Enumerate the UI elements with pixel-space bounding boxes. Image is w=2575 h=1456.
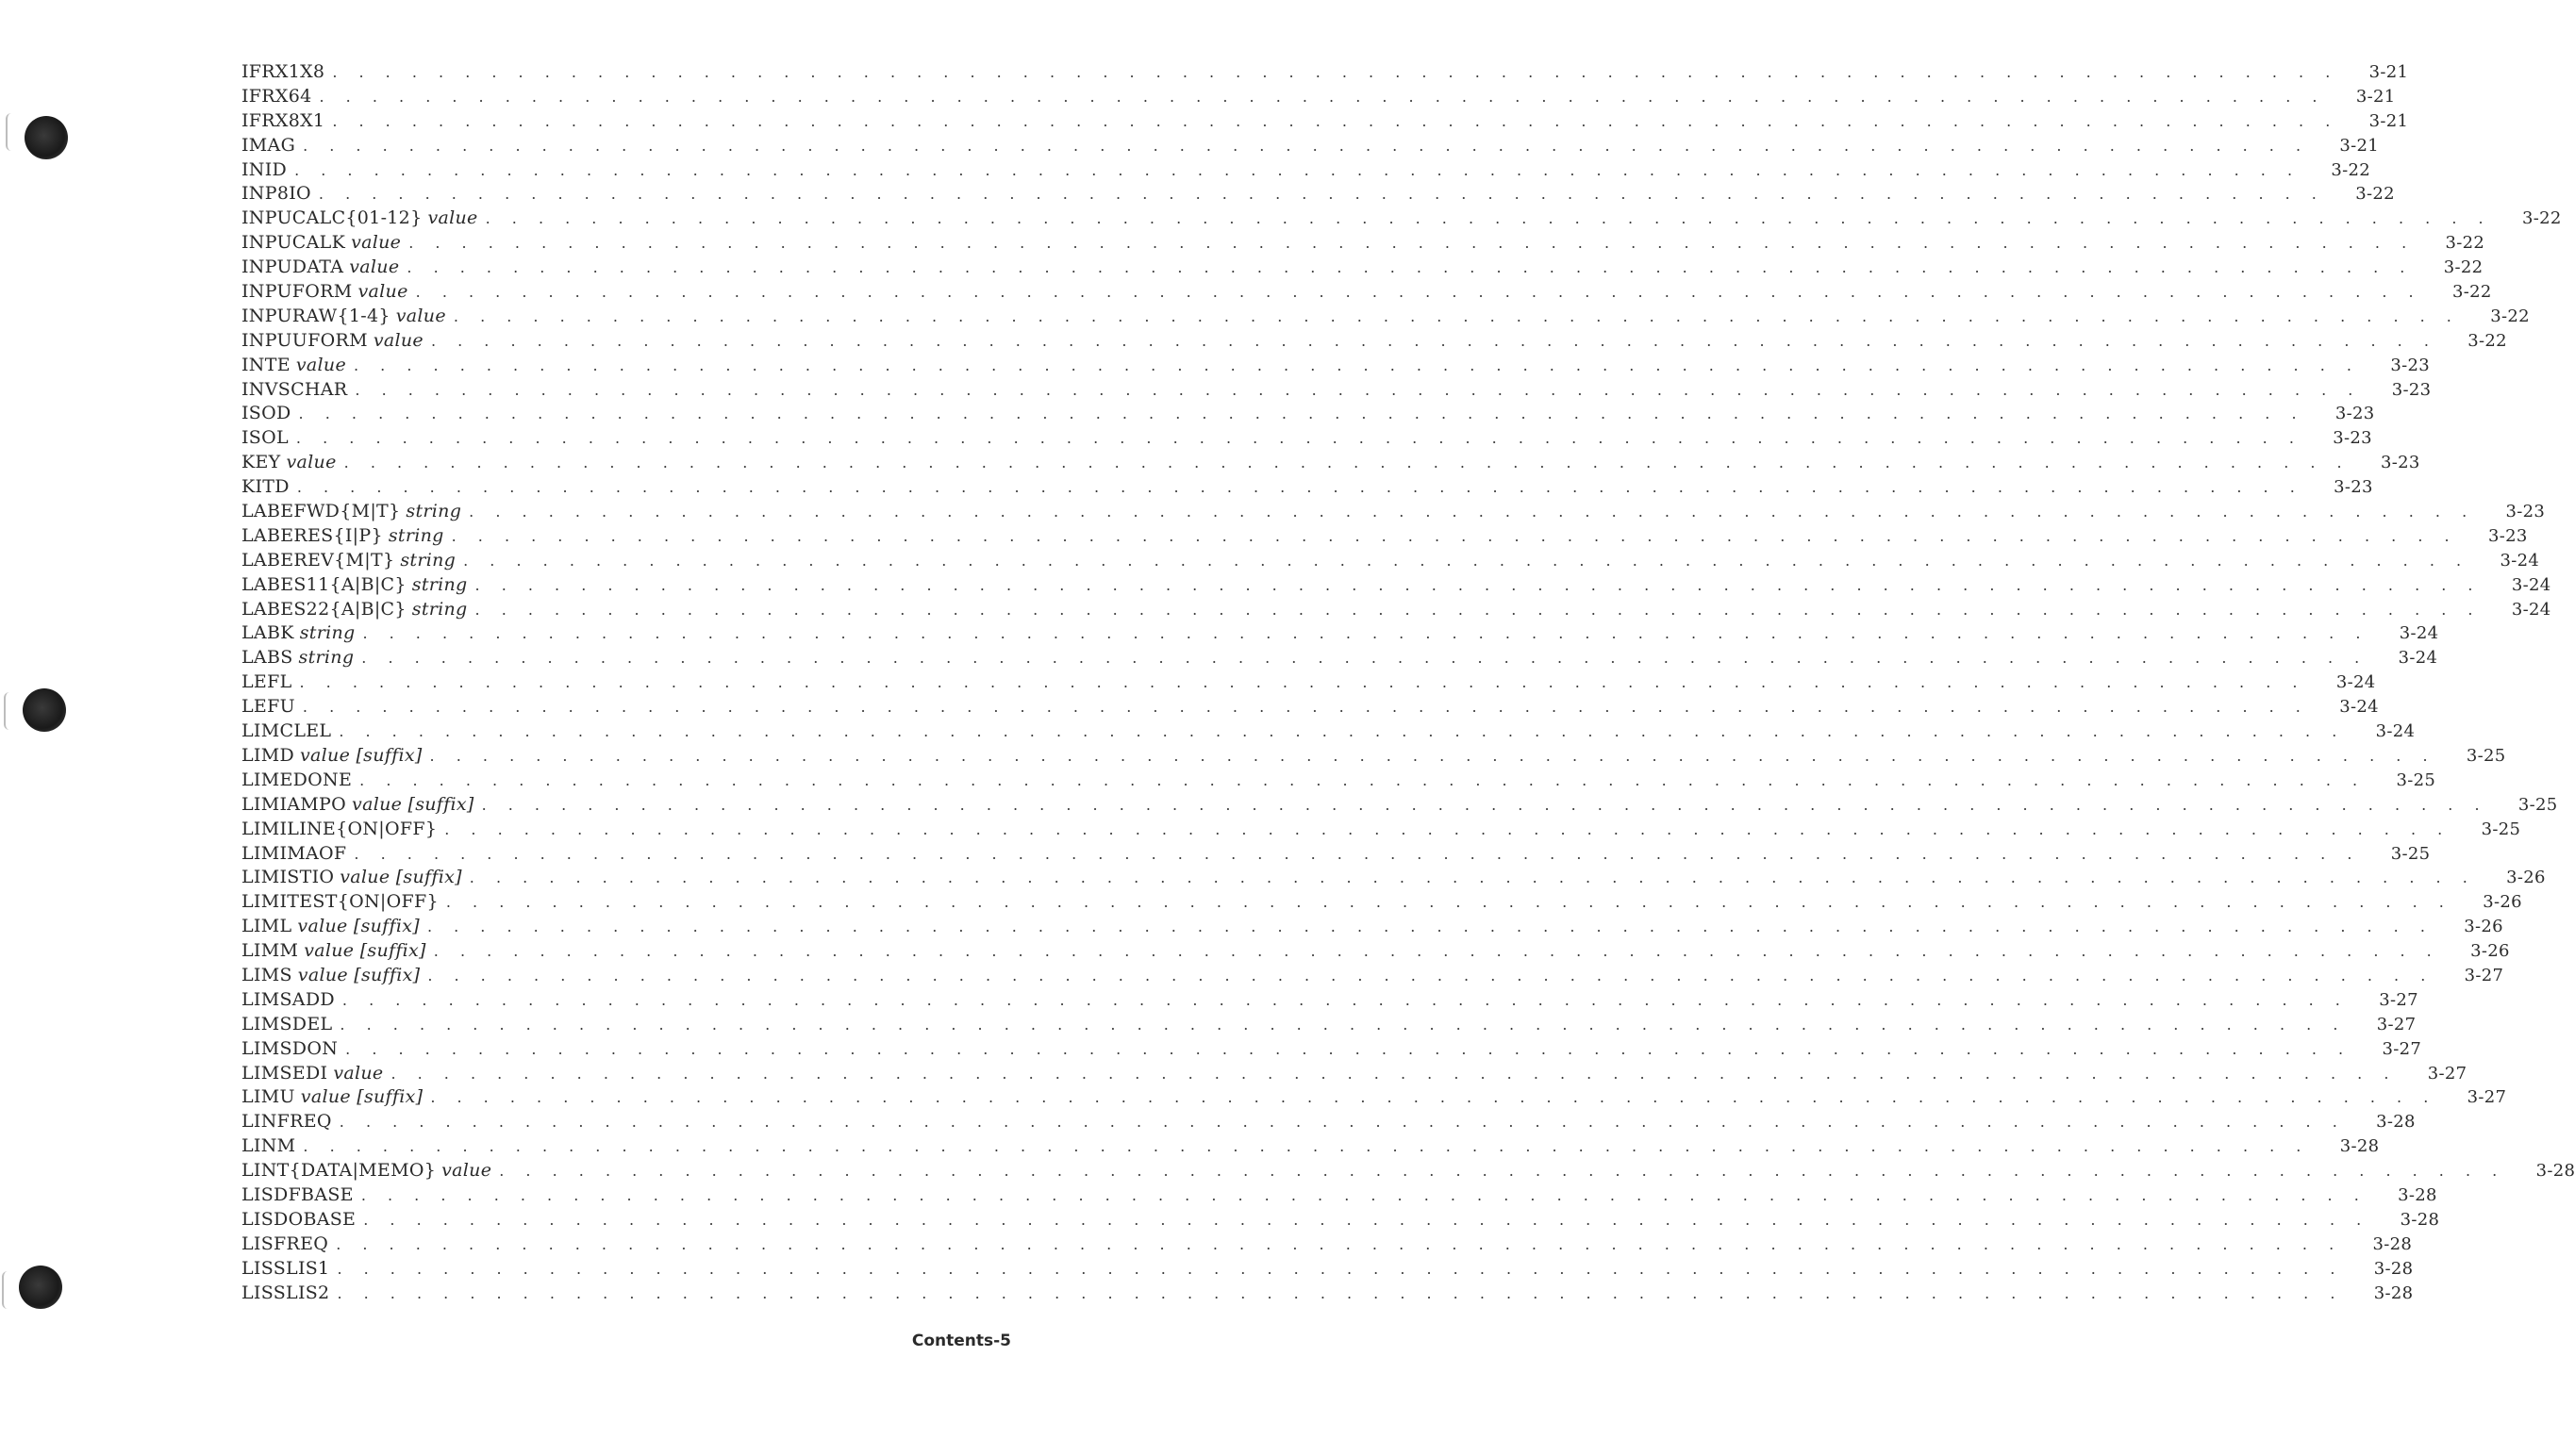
dot-leader: . . . . . . . . . . . . . . . . . . . . . . . . . . . . . . . . . . . . . . . . . . . . . . . . . . . . . . . . . . . . . . . . . . . . . . . . . . . . xyxy=(303,136,2310,155)
toc-entry-name: LINT{DATA|MEMO} xyxy=(241,1160,437,1182)
toc-entry-page-number: 3-21 xyxy=(2339,135,2380,156)
toc-entry xyxy=(241,1013,2417,1037)
punch-hole xyxy=(19,1266,62,1309)
toc-entry-name: IFRX64 xyxy=(241,85,312,107)
toc-entry-page-number: 3-21 xyxy=(2368,62,2409,82)
dot-leader: . . . . . . . . . . . . . . . . . . . . . . . . . . . . . . . . . . . . . . . . . . . . . . . . . . . . . . . . . . . . . . . . . . . . . . . . . . . . xyxy=(430,1088,2437,1107)
dot-leader: . . . . . . . . . . . . . . . . . . . . . . . . . . . . . . . . . . . . . . . . . . . . . . . . . . . . . . . . . . . . . . . . . . . . . . . . . . . . xyxy=(430,331,2437,350)
toc-entry-page-number: 3-24 xyxy=(2511,599,2551,620)
toc-entry xyxy=(241,1257,2414,1282)
toc-entry-page-number: 3-22 xyxy=(2521,208,2562,229)
toc-entry-argument: value xyxy=(395,305,446,326)
toc-entry xyxy=(241,695,2379,720)
dot-leader: . . . . . . . . . . . . . . . . . . . . . . . . . . . . . . . . . . . . . . . . . . . . . . . . . . . . . . . . . . . . . . . . . . . . . . . . . . . . xyxy=(451,526,2458,545)
toc-entry-name: LIMSDON xyxy=(241,1037,339,1059)
toc-entry-page-number: 3-25 xyxy=(2466,745,2506,766)
dot-leader: . . . . . . . . . . . . . . . . . . . . . . . . . . . . . . . . . . . . . . . . . . . . . . . . . . . . . . . . . . . . . . . . . . . . . . . . . . . . xyxy=(318,185,2325,204)
toc-entry-page-number: 3-21 xyxy=(2368,110,2409,131)
toc-entry-page-number: 3-24 xyxy=(2398,648,2438,669)
toc-entry-page-number: 3-22 xyxy=(2331,159,2371,180)
dot-leader: . . . . . . . . . . . . . . . . . . . . . . . . . . . . . . . . . . . . . . . . . . . . . . . . . . . . . . . . . . . . . . . . . . . . . . . . . . . . xyxy=(332,111,2339,130)
toc-entry xyxy=(241,109,2409,134)
toc-entry-argument: value [suffix] xyxy=(300,744,423,766)
toc-entry-argument: value xyxy=(357,281,408,303)
toc-entry xyxy=(241,329,2507,354)
toc-entry-name: LIMSEDI xyxy=(241,1062,328,1084)
toc-entry xyxy=(241,549,2540,573)
toc-entry-name: LABK xyxy=(241,622,294,644)
toc-entry-page-number: 3-27 xyxy=(2382,1038,2422,1059)
toc-entry xyxy=(241,1037,2422,1062)
toc-entry-name: LABES22{A|B|C} xyxy=(241,598,407,620)
toc-entry xyxy=(241,1134,2380,1159)
dot-leader: . . . . . . . . . . . . . . . . . . . . . . . . . . . . . . . . . . . . . . . . . . . . . . . . . . . . . . . . . . . . . . . . . . . . . . . . . . . . xyxy=(359,770,2367,789)
toc-entry-argument: value [suffix] xyxy=(304,940,426,962)
toc-entry-name: KEY xyxy=(241,452,281,473)
toc-entry xyxy=(241,500,2546,524)
toc-entry xyxy=(241,158,2371,183)
toc-entry xyxy=(241,60,2409,85)
toc-entry-page-number: 3-28 xyxy=(2372,1233,2413,1254)
dot-leader: . . . . . . . . . . . . . . . . . . . . . . . . . . . . . . . . . . . . . . . . . . . . . . . . . . . . . . . . . . . . . . . . . . . . . . . . . . . . xyxy=(433,942,2440,961)
dot-leader: . . . . . . . . . . . . . . . . . . . . . . . . . . . . . . . . . . . . . . . . . . . . . . . . . . . . . . . . . . . . . . . . . . . . . . . . . . . . xyxy=(474,575,2482,594)
toc-entry-name: LIMD xyxy=(241,744,295,766)
toc-entry xyxy=(241,1085,2507,1110)
dot-leader: . . . . . . . . . . . . . . . . . . . . . . . . . . . . . . . . . . . . . . . . . . . . . . . . . . . . . . . . . . . . . . . . . . . . . . . . . . . . xyxy=(362,624,2369,643)
toc-entry-name: LABES11{A|B|C} xyxy=(241,573,407,595)
toc-entry-name: LISDFBASE xyxy=(241,1183,354,1205)
toc-entry xyxy=(241,573,2551,598)
toc-entry-page-number: 3-27 xyxy=(2467,1087,2507,1108)
toc-entry-page-number: 3-26 xyxy=(2464,917,2503,937)
toc-entry-name: LABEREV{M|T} xyxy=(241,549,395,571)
toc-entry-name: LIML xyxy=(241,916,292,937)
toc-entry xyxy=(241,621,2439,646)
toc-entry-argument: value xyxy=(333,1062,384,1084)
dot-leader: . . . . . . . . . . . . . . . . . . . . . . . . . . . . . . . . . . . . . . . . . . . . . . . . . . . . . . . . . . . . . . . . . . . . . . . . . . . . xyxy=(319,87,2326,106)
toc-entry-page-number: 3-27 xyxy=(2376,1014,2417,1034)
toc-entry xyxy=(241,890,2522,915)
toc-entry-name: LISDOBASE xyxy=(241,1208,357,1230)
toc-entry xyxy=(241,1282,2414,1306)
toc-entry xyxy=(241,646,2438,670)
toc-entry-page-number: 3-25 xyxy=(2481,819,2521,839)
toc-entry-name: LISSLIS2 xyxy=(241,1282,330,1303)
toc-entry-name: ISOD xyxy=(241,403,291,424)
toc-entry xyxy=(241,305,2530,329)
dot-leader: . . . . . . . . . . . . . . . . . . . . . . . . . . . . . . . . . . . . . . . . . . . . . . . . . . . . . . . . . . . . . . . . . . . . . . . . . . . . xyxy=(360,1185,2367,1204)
toc-entry xyxy=(241,207,2562,231)
toc-entry-name: LISFREQ xyxy=(241,1233,329,1254)
dot-leader: . . . . . . . . . . . . . . . . . . . . . . . . . . . . . . . . . . . . . . . . . . . . . . . . . . . . . . . . . . . . . . . . . . . . . . . . . . . . xyxy=(355,380,2362,399)
toc-entry-name: KITD xyxy=(241,476,290,498)
toc-entry-name: LIMCLEL xyxy=(241,720,332,742)
toc-entry-page-number: 3-23 xyxy=(2505,502,2546,522)
toc-entry-argument: string xyxy=(388,524,444,546)
dot-leader: . . . . . . . . . . . . . . . . . . . . . . . . . . . . . . . . . . . . . . . . . . . . . . . . . . . . . . . . . . . . . . . . . . . . . . . . . . . . xyxy=(408,234,2416,253)
toc-entry-argument: string xyxy=(406,501,462,522)
toc-entry-name: IFRX1X8 xyxy=(241,61,325,82)
toc-entry-name: LIMIAMPO xyxy=(241,793,347,815)
toc-entry-argument: value [suffix] xyxy=(297,916,420,937)
toc-entry-name: LABEFWD{M|T} xyxy=(241,501,401,522)
toc-entry xyxy=(241,256,2484,280)
dot-leader: . . . . . . . . . . . . . . . . . . . . . . . . . . . . . . . . . . . . . . . . . . . . . . . . . . . . . . . . . . . . . . . . . . . . . . . . . . . . xyxy=(354,356,2360,374)
toc-entry-page-number: 3-28 xyxy=(2373,1282,2414,1303)
toc-entry xyxy=(241,1233,2413,1257)
toc-entry xyxy=(241,598,2551,622)
scan-artifact xyxy=(6,113,21,151)
toc-entry xyxy=(241,1208,2440,1233)
toc-entry-page-number: 3-28 xyxy=(2400,1209,2440,1230)
toc-entry-argument: value [suffix] xyxy=(352,793,474,815)
toc-entry-page-number: 3-23 xyxy=(2333,428,2372,449)
toc-entry-argument: string xyxy=(411,573,468,595)
toc-entry-argument: value xyxy=(351,232,402,254)
toc-entry-name: LIMITEST{ON|OFF} xyxy=(241,891,439,913)
toc-entry xyxy=(241,1183,2437,1208)
dot-leader: . . . . . . . . . . . . . . . . . . . . . . . . . . . . . . . . . . . . . . . . . . . . . . . . . . . . . . . . . . . . . . . . . . . . . . . . . . . . xyxy=(336,1234,2343,1253)
toc-entry-page-number: 3-28 xyxy=(2398,1184,2437,1205)
dot-leader: . . . . . . . . . . . . . . . . . . . . . . . . . . . . . . . . . . . . . . . . . . . . . . . . . . . . . . . . . . . . . . . . . . . . . . . . . . . . xyxy=(453,306,2460,325)
dot-leader: . . . . . . . . . . . . . . . . . . . . . . . . . . . . . . . . . . . . . . . . . . . . . . . . . . . . . . . . . . . . . . . . . . . . . . . . . . . . xyxy=(407,258,2414,277)
toc-entry xyxy=(241,1062,2467,1086)
dot-leader: . . . . . . . . . . . . . . . . . . . . . . . . . . . . . . . . . . . . . . . . . . . . . . . . . . . . . . . . . . . . . . . . . . . . . . . . . . . . xyxy=(363,1210,2370,1229)
toc-entry-argument: value xyxy=(373,329,424,351)
dot-leader: . . . . . . . . . . . . . . . . . . . . . . . . . . . . . . . . . . . . . . . . . . . . . . . . . . . . . . . . . . . . . . . . . . . . . . . . . . . . xyxy=(469,869,2476,887)
dot-leader: . . . . . . . . . . . . . . . . . . . . . . . . . . . . . . . . . . . . . . . . . . . . . . . . . . . . . . . . . . . . . . . . . . . . . . . . . . . . xyxy=(485,209,2492,228)
toc-entry-name: LINFREQ xyxy=(241,1111,332,1133)
dot-leader: . . . . . . . . . . . . . . . . . . . . . . . . . . . . . . . . . . . . . . . . . . . . . . . . . . . . . . . . . . . . . . . . . . . . . . . . . . . . xyxy=(298,405,2305,423)
toc-entry xyxy=(241,475,2373,500)
toc-entry-page-number: 3-23 xyxy=(2334,404,2375,424)
toc-entry-name: LIMSDEL xyxy=(241,1013,333,1034)
toc-entry-page-number: 3-28 xyxy=(2376,1112,2416,1133)
toc-entry-page-number: 3-22 xyxy=(2443,257,2484,278)
dot-leader: . . . . . . . . . . . . . . . . . . . . . . . . . . . . . . . . . . . . . . . . . . . . . . . . . . . . . . . . . . . . . . . . . . . . . . . . . . . . xyxy=(463,551,2470,570)
toc-entry-page-number: 3-26 xyxy=(2506,868,2546,888)
toc-entry xyxy=(241,964,2504,988)
toc-entry-page-number: 3-23 xyxy=(2487,525,2528,546)
dot-leader: . . . . . . . . . . . . . . . . . . . . . . . . . . . . . . . . . . . . . . . . . . . . . . . . . . . . . . . . . . . . . . . . . . . . . . . . . . . . xyxy=(354,844,2361,863)
toc-entry xyxy=(241,670,2376,695)
dot-leader: . . . . . . . . . . . . . . . . . . . . . . . . . . . . . . . . . . . . . . . . . . . . . . . . . . . . . . . . . . . . . . . . . . . . . . . . . . . . xyxy=(361,649,2368,668)
toc-entry xyxy=(241,85,2396,109)
dot-leader: . . . . . . . . . . . . . . . . . . . . . . . . . . . . . . . . . . . . . . . . . . . . . . . . . . . . . . . . . . . . . . . . . . . . . . . . . . . . xyxy=(296,478,2303,497)
dot-leader: . . . . . . . . . . . . . . . . . . . . . . . . . . . . . . . . . . . . . . . . . . . . . . . . . . . . . . . . . . . . . . . . . . . . . . . . . . . . xyxy=(445,893,2452,912)
dot-leader: . . . . . . . . . . . . . . . . . . . . . . . . . . . . . . . . . . . . . . . . . . . . . . . . . . . . . . . . . . . . . . . . . . . . . . . . . . . . xyxy=(469,503,2476,521)
toc-entry-page-number: 3-23 xyxy=(2391,379,2432,400)
toc-entry xyxy=(241,231,2485,256)
toc-entry-argument: value xyxy=(441,1160,492,1182)
toc-entry xyxy=(241,402,2375,426)
toc-entry-page-number: 3-25 xyxy=(2390,843,2431,864)
toc-entry-page-number: 3-27 xyxy=(2379,989,2418,1010)
toc-entry xyxy=(241,182,2395,207)
toc-entry-name: INPUFORM xyxy=(241,281,353,303)
dot-leader: . . . . . . . . . . . . . . . . . . . . . . . . . . . . . . . . . . . . . . . . . . . . . . . . . . . . . . . . . . . . . . . . . . . . . . . . . . . . xyxy=(415,283,2422,302)
toc-entry xyxy=(241,354,2430,378)
toc-entry-page-number: 3-23 xyxy=(2390,355,2430,375)
toc-entry xyxy=(241,866,2546,890)
dot-leader: . . . . . . . . . . . . . . . . . . . . . . . . . . . . . . . . . . . . . . . . . . . . . . . . . . . . . . . . . . . . . . . . . . . . . . . . . . . . xyxy=(429,746,2436,765)
dot-leader: . . . . . . . . . . . . . . . . . . . . . . . . . . . . . . . . . . . . . . . . . . . . . . . . . . . . . . . . . . . . . . . . . . . . . . . . . . . . xyxy=(345,1039,2352,1058)
dot-leader: . . . . . . . . . . . . . . . . . . . . . . . . . . . . . . . . . . . . . . . . . . . . . . . . . . . . . . . . . . . . . . . . . . . . . . . . . . . . xyxy=(302,698,2309,717)
toc-entry xyxy=(241,720,2416,744)
toc-entry-name: LIMEDONE xyxy=(241,769,353,790)
toc-entry-name: IFRX8X1 xyxy=(241,109,325,131)
toc-entry-argument: value xyxy=(427,207,478,229)
toc-entry-page-number: 3-27 xyxy=(2427,1063,2467,1084)
toc-entry-argument: value [suffix] xyxy=(340,867,462,888)
toc-entry-argument: string xyxy=(411,598,468,620)
toc-entry-name: INVSCHAR xyxy=(241,378,348,400)
dot-leader: . . . . . . . . . . . . . . . . . . . . . . . . . . . . . . . . . . . . . . . . . . . . . . . . . . . . . . . . . . . . . . . . . . . . . . . . . . . . xyxy=(481,795,2488,814)
toc-entry-page-number: 3-28 xyxy=(2339,1136,2380,1157)
toc-entry-argument: string xyxy=(298,647,355,669)
dot-leader: . . . . . . . . . . . . . . . . . . . . . . . . . . . . . . . . . . . . . . . . . . . . . . . . . . . . . . . . . . . . . . . . . . . . . . . . . . . . xyxy=(294,160,2301,179)
scan-artifact xyxy=(4,692,19,730)
toc-entry-argument: string xyxy=(299,622,356,644)
toc-entry-name: INPUCALK xyxy=(241,232,346,254)
toc-entry-page-number: 3-25 xyxy=(2517,794,2558,815)
dot-leader: . . . . . . . . . . . . . . . . . . . . . . . . . . . . . . . . . . . . . . . . . . . . . . . . . . . . . . . . . . . . . . . . . . . . . . . . . . . . xyxy=(474,600,2482,619)
table-of-contents xyxy=(241,60,2575,1305)
toc-entry xyxy=(241,524,2528,549)
toc-entry-name: LIMILINE{ON|OFF} xyxy=(241,818,438,839)
punch-hole xyxy=(25,116,68,159)
toc-entry-name: ISOL xyxy=(241,427,289,449)
toc-entry-name: INPUCALC{01-12} xyxy=(241,207,423,229)
toc-entry-argument: value xyxy=(295,354,346,375)
toc-entry-page-number: 3-28 xyxy=(2535,1161,2575,1182)
toc-entry xyxy=(241,915,2503,939)
toc-entry xyxy=(241,1159,2575,1183)
dot-leader: . . . . . . . . . . . . . . . . . . . . . . . . . . . . . . . . . . . . . . . . . . . . . . . . . . . . . . . . . . . . . . . . . . . . . . . . . . . . xyxy=(337,1283,2344,1302)
toc-entry-argument: value [suffix] xyxy=(300,1086,424,1108)
toc-entry-name: LINM xyxy=(241,1135,296,1157)
toc-entry-page-number: 3-24 xyxy=(2500,550,2540,571)
toc-entry-page-number: 3-26 xyxy=(2483,892,2522,913)
toc-entry-argument: value xyxy=(349,256,400,278)
toc-entry-name: LIMM xyxy=(241,940,299,962)
toc-entry-name: LIMIMAOF xyxy=(241,842,347,864)
toc-entry-page-number: 3-23 xyxy=(2334,477,2373,498)
toc-entry-argument: value [suffix] xyxy=(297,964,421,985)
dot-leader: . . . . . . . . . . . . . . . . . . . . . . . . . . . . . . . . . . . . . . . . . . . . . . . . . . . . . . . . . . . . . . . . . . . . . . . . . . . . xyxy=(339,1113,2346,1132)
toc-entry-page-number: 3-26 xyxy=(2470,941,2510,962)
dot-leader: . . . . . . . . . . . . . . . . . . . . . . . . . . . . . . . . . . . . . . . . . . . . . . . . . . . . . . . . . . . . . . . . . . . . . . . . . . . . xyxy=(341,990,2349,1009)
dot-leader: . . . . . . . . . . . . . . . . . . . . . . . . . . . . . . . . . . . . . . . . . . . . . . . . . . . . . . . . . . . . . . . . . . . . . . . . . . . . xyxy=(499,1162,2506,1181)
dot-leader: . . . . . . . . . . . . . . . . . . . . . . . . . . . . . . . . . . . . . . . . . . . . . . . . . . . . . . . . . . . . . . . . . . . . . . . . . . . . xyxy=(390,1064,2398,1083)
toc-entry-argument: string xyxy=(400,549,457,571)
toc-entry-argument: value xyxy=(286,452,337,473)
dot-leader: . . . . . . . . . . . . . . . . . . . . . . . . . . . . . . . . . . . . . . . . . . . . . . . . . . . . . . . . . . . . . . . . . . . . . . . . . . . . xyxy=(340,1015,2347,1034)
toc-entry-page-number: 3-21 xyxy=(2355,86,2396,107)
toc-entry-page-number: 3-23 xyxy=(2380,453,2420,473)
dot-leader: . . . . . . . . . . . . . . . . . . . . . . . . . . . . . . . . . . . . . . . . . . . . . . . . . . . . . . . . . . . . . . . . . . . . . . . . . . . . xyxy=(295,429,2302,448)
toc-entry xyxy=(241,134,2380,158)
page-footer-label: Contents-5 xyxy=(911,1332,1011,1350)
toc-entry-name: LEFL xyxy=(241,671,292,693)
toc-entry xyxy=(241,939,2510,964)
toc-entry-name: INPURAW{1-4} xyxy=(241,305,390,326)
toc-entry-page-number: 3-22 xyxy=(2355,184,2395,205)
dot-leader: . . . . . . . . . . . . . . . . . . . . . . . . . . . . . . . . . . . . . . . . . . . . . . . . . . . . . . . . . . . . . . . . . . . . . . . . . . . . xyxy=(299,673,2306,692)
toc-entry-name: INP8IO xyxy=(241,183,311,205)
toc-entry-page-number: 3-22 xyxy=(2490,306,2530,326)
toc-entry-page-number: 3-28 xyxy=(2373,1258,2414,1279)
toc-entry xyxy=(241,818,2521,842)
toc-entry-page-number: 3-24 xyxy=(2375,721,2416,742)
toc-entry-page-number: 3-27 xyxy=(2464,965,2504,985)
toc-entry-page-number: 3-25 xyxy=(2396,769,2436,790)
dot-leader: . . . . . . . . . . . . . . . . . . . . . . . . . . . . . . . . . . . . . . . . . . . . . . . . . . . . . . . . . . . . . . . . . . . . . . . . . . . . xyxy=(337,1259,2344,1278)
toc-entry-page-number: 3-22 xyxy=(2451,282,2492,303)
dot-leader: . . . . . . . . . . . . . . . . . . . . . . . . . . . . . . . . . . . . . . . . . . . . . . . . . . . . . . . . . . . . . . . . . . . . . . . . . . . . xyxy=(343,454,2351,472)
toc-entry xyxy=(241,451,2420,475)
toc-entry-page-number: 3-22 xyxy=(2467,330,2507,351)
toc-entry xyxy=(241,426,2372,451)
dot-leader: . . . . . . . . . . . . . . . . . . . . . . . . . . . . . . . . . . . . . . . . . . . . . . . . . . . . . . . . . . . . . . . . . . . . . . . . . . . . xyxy=(303,1137,2310,1156)
toc-entry-name: LEFU xyxy=(241,696,295,718)
toc-entry-name: LABS xyxy=(241,647,293,669)
punch-hole xyxy=(23,688,66,732)
toc-entry-page-number: 3-24 xyxy=(2339,697,2379,718)
toc-entry xyxy=(241,842,2431,867)
dot-leader: . . . . . . . . . . . . . . . . . . . . . . . . . . . . . . . . . . . . . . . . . . . . . . . . . . . . . . . . . . . . . . . . . . . . . . . . . . . . xyxy=(332,63,2339,81)
toc-entry-page-number: 3-22 xyxy=(2445,233,2485,254)
toc-entry-name: LIMSADD xyxy=(241,988,335,1010)
toc-entry-name: INTE xyxy=(241,354,291,375)
toc-entry xyxy=(241,744,2506,769)
toc-entry-page-number: 3-24 xyxy=(2399,623,2439,644)
toc-entry-name: INID xyxy=(241,158,288,180)
toc-entry-name: INPUDATA xyxy=(241,256,344,278)
dot-leader: . . . . . . . . . . . . . . . . . . . . . . . . . . . . . . . . . . . . . . . . . . . . . . . . . . . . . . . . . . . . . . . . . . . . . . . . . . . . xyxy=(339,722,2346,741)
toc-entry-name: LIMS xyxy=(241,964,292,985)
toc-entry xyxy=(241,988,2418,1013)
dot-leader: . . . . . . . . . . . . . . . . . . . . . . . . . . . . . . . . . . . . . . . . . . . . . . . . . . . . . . . . . . . . . . . . . . . . . . . . . . . . xyxy=(426,918,2434,936)
toc-entry-name: IMAG xyxy=(241,134,296,156)
scan-artifact xyxy=(2,1271,17,1309)
toc-entry-name: LIMU xyxy=(241,1086,295,1108)
toc-entry-page-number: 3-24 xyxy=(2335,672,2376,693)
toc-entry-name: LABERES{I|P} xyxy=(241,524,383,546)
toc-entry xyxy=(241,1110,2416,1134)
toc-entry-name: LIMISTIO xyxy=(241,867,335,888)
toc-entry xyxy=(241,793,2558,818)
dot-leader: . . . . . . . . . . . . . . . . . . . . . . . . . . . . . . . . . . . . . . . . . . . . . . . . . . . . . . . . . . . . . . . . . . . . . . . . . . . . xyxy=(427,966,2434,984)
toc-entry-name: INPUUFORM xyxy=(241,329,368,351)
toc-entry-page-number: 3-24 xyxy=(2511,574,2551,595)
toc-entry-name: LISSLIS1 xyxy=(241,1257,330,1279)
dot-leader: . . . . . . . . . . . . . . . . . . . . . . . . . . . . . . . . . . . . . . . . . . . . . . . . . . . . . . . . . . . . . . . . . . . . . . . . . . . . xyxy=(444,819,2451,838)
toc-entry xyxy=(241,280,2492,305)
toc-entry xyxy=(241,378,2432,403)
toc-entry xyxy=(241,769,2436,793)
